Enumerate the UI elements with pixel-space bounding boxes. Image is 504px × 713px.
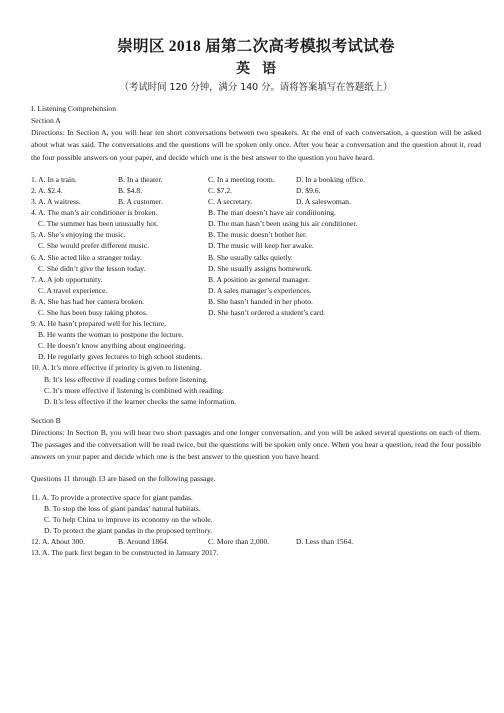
option-d: D. A saleswoman. bbox=[296, 197, 351, 207]
option-d: D. Less than 1564. bbox=[296, 537, 354, 547]
option-c: C. A secretary. bbox=[208, 197, 253, 207]
question-7 bbox=[31, 274, 481, 285]
exam-title: 崇明区 2018 届第二次高考模拟考试试卷 bbox=[117, 38, 395, 55]
option-c: C. She didn’t give the lesson today. bbox=[38, 263, 146, 273]
option-b: B. To stop the loss of giant pandas’ natural habitats. bbox=[44, 503, 201, 513]
option-a: 3. A. A waitress. bbox=[31, 197, 81, 207]
question-8 bbox=[31, 296, 481, 307]
option-b: B. She usually talks quietly. bbox=[208, 252, 293, 262]
exam-instructions: （考试时间 120 分钟，满分 140 分。请将答案填写在答题纸上） bbox=[119, 82, 393, 93]
question-5 bbox=[31, 229, 481, 240]
section-b-label: Section B bbox=[31, 415, 61, 425]
option-b: B. She hasn’t handed in her photo. bbox=[208, 296, 313, 306]
option-c: C. In a meeting room. bbox=[208, 174, 275, 184]
option-d: D. In a booking office. bbox=[296, 174, 366, 184]
option-a: 6. A. She acted like a stranger today. bbox=[31, 252, 142, 262]
section-b-directions: Directions: In Section B, you will hear two short passages and one longer conversation, and you will be asked several questions on each of them. The passages and the conversation will be read twice, but the questions will be spoken only once. When you hear a question, read the four possible answers on your paper and decide which one is the best answer to the question you have heard. bbox=[31, 427, 481, 462]
option-a: 4. A. The man’s air conditioner is broken. bbox=[31, 208, 158, 218]
option-d: D. It’s less effective if the learner checks the same information. bbox=[44, 396, 237, 406]
option-d: D. To protect the giant pandas in the proposed territory. bbox=[44, 526, 213, 536]
question-4-row2 bbox=[31, 218, 481, 229]
option-c: C. It’s more effective if listening is combined with reading. bbox=[44, 385, 224, 395]
option-a: 1. A. In a train. bbox=[31, 174, 77, 184]
exam-page bbox=[31, 38, 481, 558]
option-c: C. She would prefer different music. bbox=[38, 241, 149, 251]
option-a: 10. A. It’s more effective if priority is given to listening. bbox=[31, 363, 202, 373]
question-2 bbox=[31, 185, 481, 196]
option-a: 7. A. A job opportunity. bbox=[31, 274, 103, 284]
section-a-label: Section A bbox=[31, 116, 61, 125]
option-c: C. He doesn’t know anything about engineering. bbox=[38, 341, 186, 351]
option-a: 2. A. $2.4. bbox=[31, 185, 63, 195]
option-d: D. A sales manager’s experiences. bbox=[208, 285, 312, 295]
option-b: B. In a theater. bbox=[118, 174, 163, 184]
option-d: D. He regularly gives lectures to high school students. bbox=[38, 352, 203, 362]
option-a: 8. A. She has had her camera broken. bbox=[31, 296, 145, 306]
question-1 bbox=[31, 174, 481, 185]
option-c: C. To help China to improve its economy on the whole. bbox=[44, 515, 213, 525]
question-13: 13. A. The park first began to be constructed in January 2017. bbox=[31, 548, 219, 558]
exam-subject: 英语 bbox=[236, 62, 288, 77]
option-c: C. $7.2. bbox=[208, 185, 233, 195]
option-a: 12. A. About 300. bbox=[31, 537, 86, 547]
option-d: D. The music will keep her awake. bbox=[208, 241, 314, 251]
option-d: D. The man hasn’t been using his air conditioner. bbox=[208, 219, 358, 229]
question-4 bbox=[31, 207, 481, 218]
question-3 bbox=[31, 196, 481, 207]
option-a: 11. A. To provide a protective space for giant pandas. bbox=[31, 492, 193, 502]
question-10 bbox=[31, 362, 481, 406]
option-a: 5. A. She’s enjoying the music. bbox=[31, 230, 126, 240]
option-b: B. He wants the woman to postpone the lecture. bbox=[38, 330, 184, 340]
option-d: D. $9.6. bbox=[296, 185, 321, 195]
option-c: C. A travel experience. bbox=[38, 285, 108, 295]
option-b: B. A customer. bbox=[118, 197, 163, 207]
part-heading: I. Listening Comprehension bbox=[31, 104, 116, 113]
option-a: 9. A. He hasn’t prepared well for his lecture. bbox=[31, 319, 167, 329]
question-6 bbox=[31, 252, 481, 263]
option-c: C. More than 2,000. bbox=[208, 537, 270, 547]
question-6-row2 bbox=[31, 263, 481, 274]
option-b: B. The man doesn’t have air conditioning. bbox=[208, 208, 336, 218]
option-b: B. It’s less effective if reading comes before listening. bbox=[44, 374, 208, 384]
question-12 bbox=[31, 536, 481, 547]
option-b: B. $4.8. bbox=[118, 185, 143, 195]
question-8-row2 bbox=[31, 307, 481, 318]
option-c: C. The summer has been unusually hot. bbox=[38, 219, 159, 229]
option-b: B. A position as general manager. bbox=[208, 274, 310, 284]
option-d: D. She hasn’t ordered a student’s card. bbox=[208, 308, 326, 318]
option-c: C. She has been busy taking photos. bbox=[38, 308, 148, 318]
option-b: B. The music doesn’t bother her. bbox=[208, 230, 308, 240]
option-b: B. Around 1864. bbox=[118, 537, 169, 547]
passage-intro: Questions 11 through 13 are based on the following passage. bbox=[31, 473, 216, 483]
question-7-row2 bbox=[31, 285, 481, 296]
question-5-row2 bbox=[31, 240, 481, 251]
option-d: D. She usually assigns homework. bbox=[208, 263, 313, 273]
section-a-directions: Directions: In Section A, you will hear ten short conversations between two speakers. At the end of each conversation, a question will be asked about what was said. The conversations and the questions will be spoken only once. After you hear a conversation and the question about it, read the four possible answers on your paper, and decide which one is the best answer to the question you have heard. bbox=[31, 128, 481, 162]
question-11 bbox=[31, 492, 481, 536]
question-9 bbox=[31, 318, 481, 362]
